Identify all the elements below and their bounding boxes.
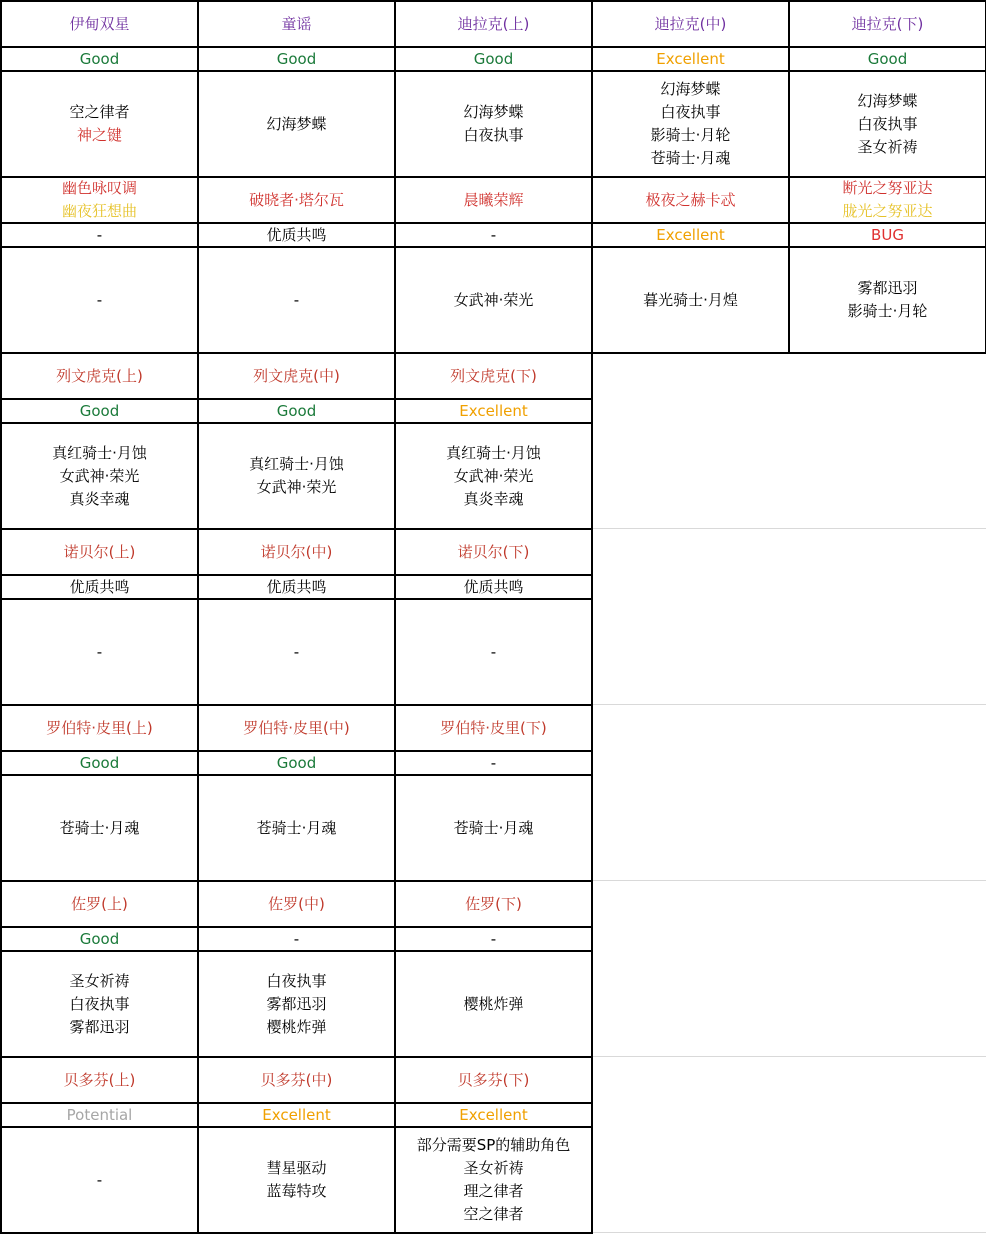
cell-text: 破晓者·塔尔瓦 — [249, 190, 344, 209]
rating-cell — [199, 576, 394, 598]
grid-line-horizontal — [0, 750, 593, 752]
title-cell — [2, 1058, 197, 1102]
grid-line-horizontal — [0, 704, 593, 706]
cell-text: 彗星驱动 — [266, 1159, 327, 1177]
cell-text: 列文虎克(上) — [56, 366, 143, 385]
cell-text: 优质共鸣 — [266, 577, 327, 596]
grid-line-horizontal — [0, 246, 986, 248]
content-cell — [199, 952, 394, 1056]
grid-line-vertical — [394, 528, 396, 706]
grid-line-horizontal — [0, 0, 986, 2]
title-cell — [199, 1058, 394, 1102]
cell-text: 列文虎克(下) — [450, 366, 537, 385]
grid-line-horizontal — [0, 398, 593, 400]
grid-line-horizontal — [0, 574, 593, 576]
cell-text: 理之律者 — [463, 1182, 524, 1200]
content-cell — [396, 600, 591, 704]
grid-line-vertical — [394, 0, 396, 178]
cell-text: 苍骑士·月魂 — [453, 818, 534, 837]
rating-cell — [199, 224, 394, 246]
grid-line-vertical — [0, 880, 2, 1058]
content-cell — [199, 424, 394, 528]
cell-text: - — [293, 290, 300, 309]
grid-line-vertical — [197, 704, 199, 882]
rating-cell — [593, 48, 788, 70]
grid-line-horizontal — [0, 926, 593, 928]
cell-text: 白夜执事 — [660, 103, 721, 121]
cell-text: 女武神·荣光 — [453, 290, 534, 309]
grid-line-vertical — [394, 1056, 396, 1234]
grid-line-vertical — [394, 880, 396, 1058]
cell-text: 幽色咏叹调 — [61, 179, 137, 197]
grid-line-vertical — [0, 704, 2, 882]
cell-text: 断光之努亚达 — [842, 179, 933, 197]
cell-text: 列文虎克(中) — [253, 366, 340, 385]
cell-text: 罗伯特·皮里(中) — [243, 718, 350, 737]
grid-line-vertical — [394, 704, 396, 882]
grid-line-horizontal — [0, 598, 593, 600]
cell-text: 真炎幸魂 — [69, 489, 130, 508]
rating-cell — [2, 928, 197, 950]
grid-line-vertical — [591, 704, 593, 882]
grid-line-vertical — [0, 528, 2, 706]
title-cell — [199, 706, 394, 750]
grid-line-vertical — [0, 0, 2, 178]
cell-text: 影骑士·月轮 — [650, 126, 731, 144]
content-cell — [199, 248, 394, 352]
grid-line-vertical — [591, 0, 593, 178]
rating-cell — [396, 1104, 591, 1126]
grid-line-horizontal — [0, 774, 593, 776]
cell-text: - — [490, 753, 497, 772]
cell-text: 真红骑士·月蚀 — [52, 443, 147, 462]
cell-text: 幽夜狂想曲 — [61, 202, 137, 220]
content-cell — [593, 248, 788, 352]
content-cell — [2, 424, 197, 528]
cell-text: - — [96, 1170, 103, 1189]
rating-cell — [790, 48, 985, 70]
title-cell — [593, 178, 788, 222]
cell-text: 幻海梦蝶 — [463, 103, 524, 121]
cell-text: 真红骑士·月蚀 — [446, 443, 541, 462]
grid-line-horizontal — [0, 950, 593, 952]
cell-text: 圣女祈祷 — [69, 971, 130, 990]
title-cell — [396, 354, 591, 398]
title-cell — [2, 530, 197, 574]
cell-text: Excellent — [656, 225, 725, 244]
cell-text: 雾都迅羽 — [857, 279, 918, 297]
cell-text: 白夜执事 — [266, 971, 327, 990]
content-cell — [396, 776, 591, 880]
cell-text: - — [96, 642, 103, 661]
content-cell — [396, 72, 591, 176]
content-cell — [199, 1128, 394, 1232]
cell-text: 女武神·荣光 — [453, 466, 534, 485]
cell-text: 空之律者 — [463, 1205, 524, 1223]
grid-line-horizontal — [0, 1126, 593, 1128]
rating-cell — [2, 224, 197, 246]
cell-text: 伊甸双星 — [69, 14, 130, 33]
cell-text: 佐罗(中) — [268, 894, 325, 913]
cell-text: BUG — [871, 225, 904, 244]
cell-text: Excellent — [459, 401, 528, 420]
grid-line-horizontal — [0, 1056, 593, 1058]
grid-line-vertical — [197, 528, 199, 706]
cell-text: 影骑士·月轮 — [847, 302, 928, 320]
cell-text: 真红骑士·月蚀 — [249, 455, 344, 473]
content-cell — [396, 424, 591, 528]
cell-text: 部分需要SP的辅助角色 — [416, 1136, 571, 1154]
cell-text: 真炎幸魂 — [463, 489, 524, 508]
cell-text: - — [293, 929, 300, 948]
rating-cell — [199, 752, 394, 774]
content-cell — [199, 776, 394, 880]
cell-text: 雾都迅羽 — [266, 994, 327, 1013]
rating-cell — [396, 928, 591, 950]
grid-line-vertical — [0, 352, 2, 530]
gridline-light — [593, 880, 986, 881]
rating-cell — [396, 224, 591, 246]
rating-cell — [593, 224, 788, 246]
rating-cell — [2, 752, 197, 774]
grid-line-horizontal — [0, 352, 593, 354]
content-cell — [593, 72, 788, 176]
grid-line-horizontal — [0, 70, 986, 72]
content-cell — [396, 1128, 591, 1232]
rating-cell — [2, 48, 197, 70]
content-cell — [2, 952, 197, 1056]
gridline-light — [593, 528, 986, 529]
cell-text: 童谣 — [281, 14, 312, 33]
cell-text: 白夜执事 — [463, 126, 524, 144]
rating-cell — [396, 576, 591, 598]
cell-text: 苍骑士·月魂 — [650, 149, 731, 167]
cell-text: 幻海梦蝶 — [660, 80, 721, 98]
rating-cell — [199, 1104, 394, 1126]
cell-text: 佐罗(下) — [465, 894, 522, 913]
content-cell — [396, 248, 591, 352]
title-cell — [396, 1058, 591, 1102]
cell-text: - — [96, 225, 103, 244]
cell-text: - — [490, 929, 497, 948]
rating-cell — [2, 1104, 197, 1126]
cell-text: 诺贝尔(中) — [260, 542, 333, 561]
title-cell — [2, 178, 197, 222]
title-cell — [199, 354, 394, 398]
cell-text: - — [490, 642, 497, 661]
cell-text: 罗伯特·皮里(下) — [440, 718, 547, 737]
cell-text: 女武神·荣光 — [59, 466, 140, 485]
cell-text: 优质共鸣 — [266, 225, 327, 244]
grid-line-vertical — [197, 0, 199, 178]
cell-text: - — [96, 290, 103, 309]
gridline-light — [593, 1056, 986, 1057]
title-cell — [199, 882, 394, 926]
content-cell — [2, 1128, 197, 1232]
cell-text: Good — [276, 753, 317, 772]
grid-line-horizontal — [0, 176, 986, 178]
cell-text: Good — [473, 49, 514, 68]
cell-text: Good — [276, 49, 317, 68]
grid-line-vertical — [591, 352, 593, 530]
content-cell — [199, 600, 394, 704]
title-cell — [199, 530, 394, 574]
rating-cell — [790, 224, 985, 246]
title-cell — [2, 354, 197, 398]
cell-text: 迪拉克(上) — [457, 14, 530, 33]
content-cell — [2, 776, 197, 880]
cell-text: 暮光骑士·月煌 — [643, 290, 738, 309]
cell-text: 蓝莓特攻 — [266, 1182, 327, 1200]
cell-text: 樱桃炸弹 — [463, 994, 524, 1013]
cell-text: 贝多芬(下) — [457, 1070, 530, 1089]
title-cell — [2, 706, 197, 750]
grid-line-vertical — [591, 528, 593, 706]
title-cell — [199, 2, 394, 46]
title-cell — [593, 2, 788, 46]
cell-text: 苍骑士·月魂 — [256, 818, 337, 837]
rating-cell — [396, 752, 591, 774]
cell-text: 极夜之赫卡忒 — [645, 190, 736, 209]
cell-text: 雾都迅羽 — [69, 1017, 130, 1036]
rating-cell — [199, 48, 394, 70]
grid-line-horizontal — [0, 46, 986, 48]
title-cell — [2, 2, 197, 46]
grid-line-vertical — [788, 176, 790, 354]
rating-cell — [199, 928, 394, 950]
cell-text: Good — [79, 929, 120, 948]
content-cell — [2, 248, 197, 352]
content-cell — [199, 72, 394, 176]
rating-cell — [2, 576, 197, 598]
cell-text: 空之律者 — [69, 103, 130, 121]
cell-text: 苍骑士·月魂 — [59, 818, 140, 837]
cell-text: Excellent — [459, 1105, 528, 1124]
cell-text: Potential — [66, 1105, 133, 1124]
title-cell — [2, 882, 197, 926]
rating-cell — [396, 400, 591, 422]
grid-line-horizontal — [0, 222, 986, 224]
gridline-light — [593, 704, 986, 705]
grid-line-vertical — [0, 1056, 2, 1234]
rating-cell — [2, 400, 197, 422]
grid-line-horizontal — [0, 880, 593, 882]
cell-text: Good — [79, 49, 120, 68]
grid-line-vertical — [591, 1056, 593, 1234]
title-cell — [790, 178, 985, 222]
cell-text: Good — [79, 401, 120, 420]
cell-text: 神之键 — [76, 126, 122, 144]
rating-cell — [199, 400, 394, 422]
content-cell — [2, 600, 197, 704]
grid-line-vertical — [788, 0, 790, 178]
cell-text: - — [293, 642, 300, 661]
grid-line-horizontal — [0, 1102, 593, 1104]
cell-text: 晨曦荣辉 — [463, 190, 524, 209]
cell-text: 诺贝尔(上) — [63, 542, 136, 561]
cell-text: 优质共鸣 — [69, 577, 130, 596]
grid-line-vertical — [197, 176, 199, 354]
cell-text: 圣女祈祷 — [463, 1159, 524, 1177]
grid-line-vertical — [197, 880, 199, 1058]
grid-line-vertical — [0, 176, 2, 354]
title-cell — [199, 178, 394, 222]
cell-text: Excellent — [656, 49, 725, 68]
title-cell — [790, 2, 985, 46]
cell-text: 樱桃炸弹 — [266, 1017, 327, 1036]
grid-line-vertical — [197, 1056, 199, 1234]
grid-line-vertical — [591, 176, 593, 354]
content-cell — [396, 952, 591, 1056]
title-cell — [396, 706, 591, 750]
rating-cell — [396, 48, 591, 70]
cell-text: 贝多芬(中) — [260, 1070, 333, 1089]
cell-text: 迪拉克(下) — [851, 14, 924, 33]
title-cell — [396, 882, 591, 926]
cell-text: 幻海梦蝶 — [266, 114, 327, 133]
cell-text: 佐罗(上) — [71, 894, 128, 913]
grid-line-horizontal — [0, 528, 593, 530]
cell-text: Good — [867, 49, 908, 68]
cell-text: 胧光之努亚达 — [842, 202, 933, 220]
title-cell — [396, 178, 591, 222]
cell-text: 诺贝尔(下) — [457, 542, 530, 561]
cell-text: 罗伯特·皮里(上) — [46, 718, 153, 737]
grid-line-horizontal — [0, 422, 593, 424]
cell-text: 圣女祈祷 — [857, 137, 918, 156]
cell-text: 迪拉克(中) — [654, 14, 727, 33]
cell-text: Excellent — [262, 1105, 331, 1124]
content-cell — [790, 72, 985, 176]
cell-text: Good — [276, 401, 317, 420]
content-cell — [790, 248, 985, 352]
cell-text: 贝多芬(上) — [63, 1070, 136, 1089]
grid-line-vertical — [197, 352, 199, 530]
title-cell — [396, 2, 591, 46]
cell-text: 白夜执事 — [69, 994, 130, 1013]
cell-text: Good — [79, 753, 120, 772]
grid-line-vertical — [394, 176, 396, 354]
cell-text: - — [490, 225, 497, 244]
grid-line-vertical — [591, 880, 593, 1058]
title-cell — [396, 530, 591, 574]
cell-text: 女武神·荣光 — [256, 478, 337, 496]
content-cell — [2, 72, 197, 176]
cell-text: 幻海梦蝶 — [857, 91, 918, 110]
grid-line-vertical — [394, 352, 396, 530]
cell-text: 优质共鸣 — [463, 577, 524, 596]
cell-text: 白夜执事 — [857, 114, 918, 133]
